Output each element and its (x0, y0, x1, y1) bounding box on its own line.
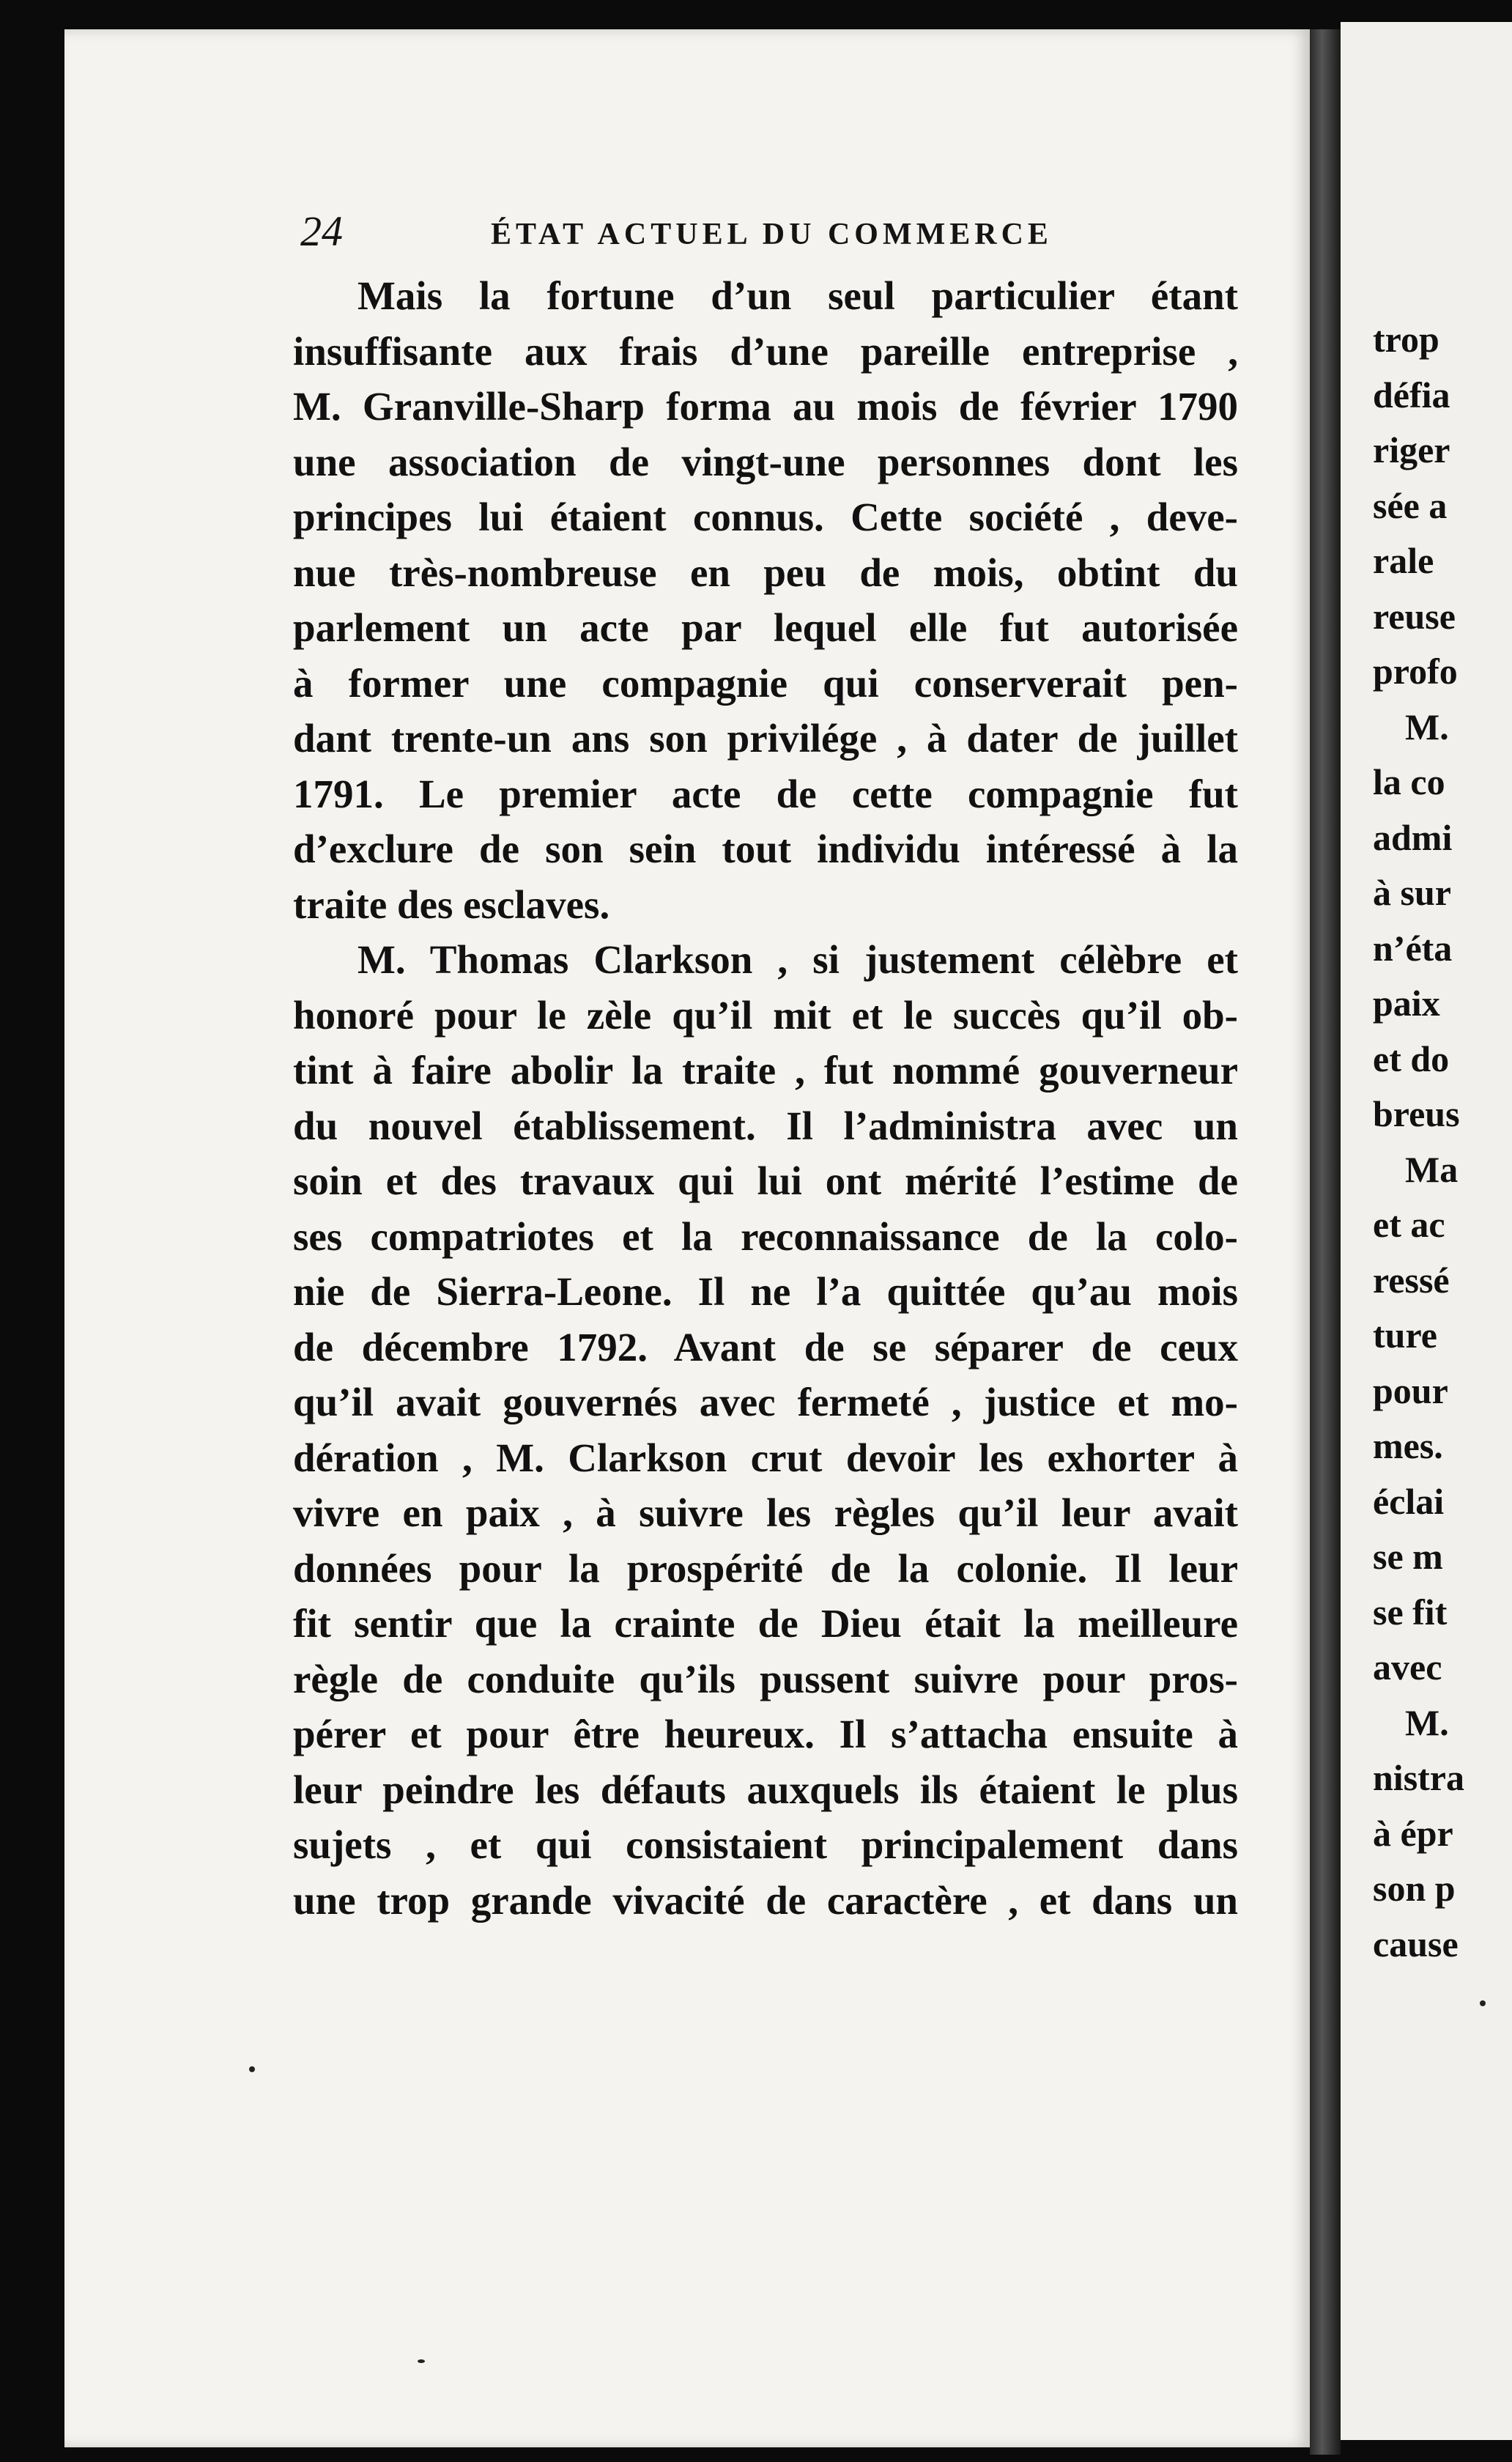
right-line: rale (1373, 540, 1434, 581)
text-line: de décembre 1792. Avant de se séparer de ceux (293, 1324, 1238, 1369)
right-line: admi (1373, 816, 1453, 858)
right-line: profo (1373, 651, 1458, 692)
right-line: breus (1373, 1093, 1460, 1134)
text-line: nue très-nombreuse en peu de mois, obtint du (293, 550, 1238, 595)
right-line: M. (1405, 1701, 1449, 1743)
right-line: défia (1373, 374, 1450, 415)
right-line: mes. (1373, 1425, 1443, 1466)
text-line: à former une compagnie qui conserverait pen- (293, 660, 1238, 706)
right-line: reuse (1373, 595, 1456, 637)
page-number: 24 (300, 207, 343, 255)
text-line: Mais la fortune d’un seul particulier étant (357, 273, 1238, 318)
right-line: riger (1373, 429, 1450, 470)
text-line: données pour la prospérité de la colonie. Il leur (293, 1545, 1238, 1591)
text-line: soin et des travaux qui lui ont mérité l’estime de (293, 1158, 1238, 1203)
text-line: d’exclure de son sein tout individu intéressé à la (293, 827, 1238, 871)
paper-speck (1480, 2000, 1486, 2006)
right-page-text (1373, 312, 1464, 1972)
text-line: une trop grande vivacité de caractère , et dans un (293, 1877, 1238, 1923)
right-line: son p (1373, 1868, 1456, 1909)
text-line: honoré pour le zèle qu’il mit et le succès qu’il ob- (293, 992, 1238, 1038)
right-line: n’éta (1373, 927, 1453, 969)
text-line: pérer et pour être heureux. Il s’attacha ensuite à (293, 1712, 1238, 1756)
right-line: cause (1373, 1923, 1459, 1964)
text-line: vivre en paix , à suivre les règles qu’il leur avait (293, 1490, 1238, 1535)
book-gutter (1310, 29, 1341, 2455)
body-text (293, 268, 1238, 1928)
running-head (300, 207, 1231, 265)
right-line: se m (1373, 1536, 1443, 1577)
text-line: une association de vingt-une personnes dont les (293, 439, 1238, 484)
text-line: dération , M. Clarkson crut devoir les exhorter à (293, 1435, 1238, 1480)
paper-speck (249, 2066, 255, 2072)
right-line: sée a (1373, 484, 1448, 526)
text-line: sujets , et qui consistaient principalement dans (293, 1822, 1238, 1867)
text-line: dant trente-un ans son privilége , à dater de juillet (293, 716, 1238, 761)
text-line: M. Thomas Clarkson , si justement célèbre et (357, 937, 1238, 982)
text-line: 1791. Le premier acte de cette compagnie fut (293, 771, 1238, 816)
right-line: à épr (1373, 1812, 1453, 1854)
right-line: et do (1373, 1038, 1450, 1079)
right-line: éclai (1373, 1480, 1445, 1522)
right-line: trop (1373, 319, 1439, 360)
text-line: traite des esclaves. (293, 881, 610, 927)
text-line: ses compatriotes et la reconnaissance de la colo- (293, 1213, 1238, 1259)
text-line: insuffisante aux frais d’une pareille entreprise , (293, 328, 1238, 374)
right-line: Ma (1405, 1148, 1459, 1190)
running-title: ÉTAT ACTUEL DU COMMERCE (491, 218, 1053, 251)
text-line: parlement un acte par lequel elle fut autorisée (293, 605, 1238, 650)
right-line: M. (1405, 706, 1449, 747)
text-line: qu’il avait gouvernés avec fermeté , justice et mo- (293, 1380, 1238, 1424)
right-line: et ac (1373, 1204, 1445, 1245)
right-line: à sur (1373, 872, 1451, 913)
right-line: ture (1373, 1315, 1437, 1356)
right-line: pour (1373, 1369, 1448, 1411)
text-line: leur peindre les défauts auxquels ils étaient le plus (293, 1767, 1238, 1812)
text-line: M. Granville-Sharp forma au mois de février 1790 (293, 384, 1238, 429)
right-line: nistra (1373, 1757, 1464, 1798)
right-line: se fit (1373, 1591, 1448, 1633)
text-line: tint à faire abolir la traite , fut nommé gouverneur (293, 1048, 1238, 1093)
right-line: ressé (1373, 1259, 1450, 1301)
text-line: du nouvel établissement. Il l’administra avec un (293, 1103, 1238, 1148)
paper-speck (418, 2359, 425, 2363)
text-line: règle de conduite qu’ils pussent suivre pour pros- (293, 1656, 1238, 1701)
right-page (1341, 22, 1512, 2440)
right-line: avec (1373, 1646, 1442, 1687)
right-line: la co (1373, 761, 1445, 802)
right-line: paix (1373, 983, 1440, 1024)
text-line: fit sentir que la crainte de Dieu était la meilleure (293, 1601, 1238, 1646)
text-line: nie de Sierra-Leone. Il ne l’a quittée qu’au mois (293, 1269, 1238, 1314)
text-line: principes lui étaient connus. Cette société , deve- (293, 495, 1238, 539)
